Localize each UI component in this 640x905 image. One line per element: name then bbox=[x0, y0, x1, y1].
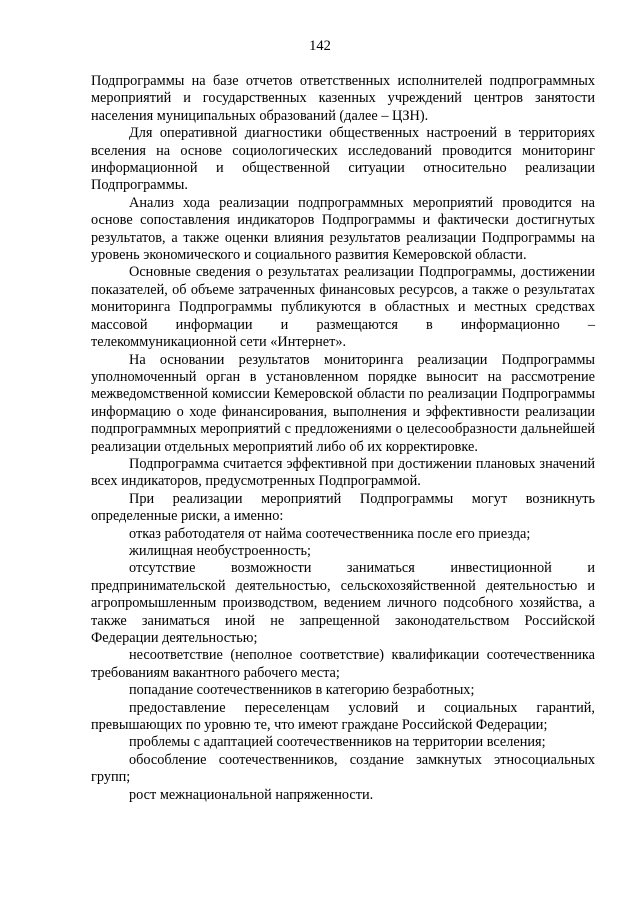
page-number: 142 bbox=[309, 38, 331, 54]
paragraph: Для оперативной диагностики общественных настроений в территориях вселения на основе социологических исследований проводится мониторинг информационной и общественной ситуации относительно реализации Подпрограммы. bbox=[91, 125, 595, 194]
risk-list-item: рост межнациональной напряженности. bbox=[129, 786, 374, 803]
paragraph: Основные сведения о результатах реализации Подпрограммы, достижении показателей, об объеме затраченных финансовых ресурсов, а также о результатах мониторинга Подпрограммы публикуются в областных и местных средствах массовой информации и размещаются в информационно – телекоммуникационной сети «Интернет». bbox=[91, 264, 595, 351]
risk-list-item: попадание соотечественников в категорию безработных; bbox=[129, 682, 475, 699]
paragraph: На основании результатов мониторинга реализации Подпрограммы уполномоченный орган в установленном порядке выносит на рассмотрение межведомственной комиссии Кемеровской области по реализации Подпрограммы информацию о ходе финансирования, выполнения и эффективности реализации подпрограммных мероприятий с предложениями о целесообразности дальнейшей реализации отдельных мероприятий либо об их корректировке. bbox=[91, 351, 595, 455]
paragraph: Подпрограмма считается эффективной при достижении плановых значений всех индикаторов, предусмотренных Подпрограммой. bbox=[91, 455, 595, 490]
document-body bbox=[91, 73, 595, 804]
paragraph: Подпрограммы на базе отчетов ответственных исполнителей подпрограммных мероприятий и государственных казенных учреждений центров занятости населения муниципальных образований (далее – ЦЗН). bbox=[91, 73, 595, 124]
risk-list-item: проблемы с адаптацией соотечественников на территории вселения; bbox=[129, 734, 546, 751]
paragraph: При реализации мероприятий Подпрограммы могут возникнуть определенные риски, а именно: bbox=[91, 490, 595, 525]
risk-list-item: предоставление переселенцам условий и социальных гарантий, превышающих по уровню те, что имеют граждане Российской Федерации; bbox=[91, 699, 595, 734]
risk-list-item: несоответствие (неполное соответствие) квалификации соотечественника требованиям вакантного рабочего места; bbox=[91, 647, 595, 681]
risk-list-item: жилищная необустроенность; bbox=[129, 542, 311, 559]
risk-list-item: отказ работодателя от найма соотечественника после его приезда; bbox=[129, 525, 531, 542]
risk-list-item: отсутствие возможности заниматься инвестиционной и предпринимательской деятельностью, сельскохозяйственной деятельностью и агропромышленным производством, ведением личного подсобного хозяйства, а также заниматься иной не запрещенной законодательством Российской Федерации деятельностью; bbox=[91, 560, 595, 646]
paragraph: Анализ хода реализации подпрограммных мероприятий проводится на основе сопоставления индикаторов Подпрограммы и фактически достигнутых результатов, а также оценки влияния результатов реализации Подпрограммы на уровень экономического и социального развития Кемеровской области. bbox=[91, 194, 595, 264]
risk-list-item: обособление соотечественников, создание замкнутых этносоциальных групп; bbox=[91, 751, 595, 786]
